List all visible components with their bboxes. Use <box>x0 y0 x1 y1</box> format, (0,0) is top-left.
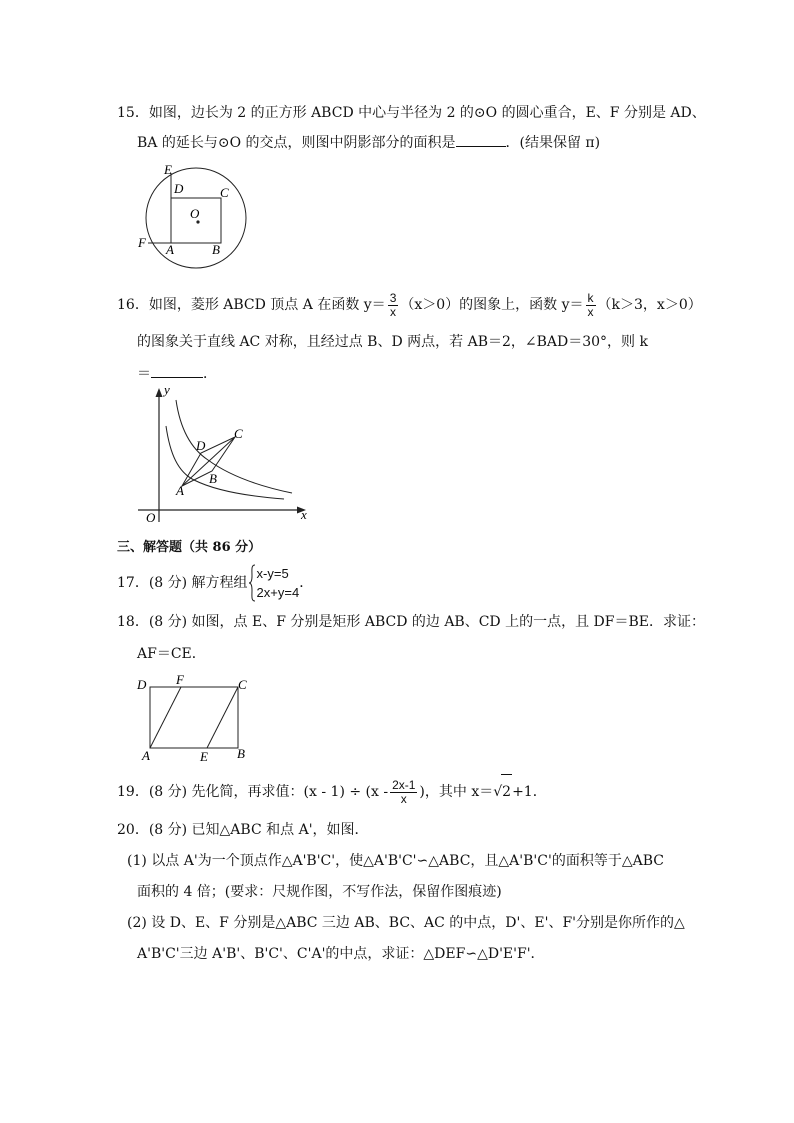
q16-line3 <box>137 364 217 384</box>
q16-label-y: y <box>164 382 170 397</box>
q17-equation-system <box>248 564 300 602</box>
q16-label-x: x <box>301 507 307 522</box>
q18-label-C: C <box>238 677 247 692</box>
q15-label-B: B <box>212 242 220 257</box>
q17-prefix: 17．(8 分) 解方程组 <box>117 575 248 591</box>
q15-label-E: E <box>164 162 172 177</box>
q19-frac-num: 2x-1 <box>392 777 416 792</box>
q15-line2 <box>137 133 600 153</box>
q17-eq2: 2x+y=4 <box>256 585 300 600</box>
q19-frac-den: x <box>400 791 407 806</box>
q18-label-E: E <box>200 749 208 764</box>
q18-line-EC <box>207 687 238 748</box>
q15-label-F: F <box>138 235 146 250</box>
q19-sqrt-arg: 2 <box>501 774 512 809</box>
q20-line1: 20．(8 分) 已知△ABC 和点 A'，如图． <box>117 822 369 838</box>
section3-title: 三、解答题（共 86 分） <box>117 540 262 555</box>
q20-line2: (1) 以点 A'为一个顶点作△A'B'C'，使△A'B'C'∽△ABC，且△A'B'C'的面积等于△ABC <box>127 853 664 869</box>
q19-fraction <box>390 779 417 806</box>
q19-prefix: 19．(8 分) 先化简，再求值：(x - 1) ÷ (x - <box>117 784 389 800</box>
q16-text-c: （k＞3，x＞0） <box>597 297 702 313</box>
q16-fraction-1 <box>388 292 399 319</box>
q15-label-C: C <box>220 185 229 200</box>
q16-label-C: C <box>234 426 243 441</box>
q15-answer-blank[interactable] <box>456 134 506 147</box>
q19-sqrt-sign: √ <box>493 784 503 800</box>
q19-suffix: +1． <box>512 784 547 800</box>
q16-y-arrow <box>156 388 163 397</box>
q17-eq1: x-y=5 <box>256 566 289 581</box>
q18-label-F: F <box>176 672 184 687</box>
q18-label-B: B <box>237 746 245 761</box>
q15-figure <box>134 160 254 275</box>
q16-fraction-2 <box>586 292 596 319</box>
q16-text-a: 16．如图，菱形 ABCD 顶点 A 在函数 y＝ <box>117 297 386 313</box>
q19-line <box>117 774 547 809</box>
q16-label-O: O <box>146 510 156 525</box>
q15-text-b: ．(结果保留 π) <box>505 135 601 151</box>
q16-label-B: B <box>209 471 217 486</box>
q16-text-eq: ＝ <box>137 366 151 382</box>
q16-line1 <box>117 290 702 320</box>
q16-text-end: ． <box>203 366 217 382</box>
q20-line3: 面积的 4 倍；(要求：尺规作图，不写作法，保留作图痕迹) <box>137 884 502 900</box>
q16-text-b: （x＞0）的图象上，函数 y＝ <box>400 297 584 313</box>
q18-rectangle <box>150 687 238 748</box>
q20-line4: (2) 设 D、E、F 分别是△ABC 三边 AB、BC、AC 的中点，D'、E'、F'分别是你所作的△ <box>127 915 685 931</box>
q15-line1: 15．如图，边长为 2 的正方形 ABCD 中心与半径为 2 的⊙O 的圆心重合，E、F 分别是 AD、 <box>117 105 706 121</box>
q16-frac1-den: x <box>390 304 397 319</box>
q16-curve-outer <box>176 400 292 493</box>
q15-label-A: A <box>166 242 174 257</box>
q16-figure <box>134 382 314 527</box>
q16-line2: 的图象关于直线 AC 对称，且经过点 B、D 两点，若 AB＝2，∠BAD＝30°，则 k <box>137 334 648 350</box>
q20-line5: A'B'C'三边 A'B'、B'C'、C'A'的中点，求证：△DEF∽△D'E'F'． <box>137 946 545 962</box>
q16-frac1-num: 3 <box>389 290 397 305</box>
q18-figure <box>134 672 254 764</box>
q15-label-O: O <box>190 206 200 221</box>
q16-frac2-num: k <box>587 290 594 305</box>
q18-label-D: D <box>137 677 147 692</box>
q18-line-AF <box>150 687 181 748</box>
q16-label-D: D <box>196 438 206 453</box>
q18-line1: 18．(8 分) 如图，点 E、F 分别是矩形 ABCD 的边 AB、CD 上的一点，且 DF＝BE．求证： <box>117 614 706 630</box>
q15-label-D: D <box>174 181 184 196</box>
q16-label-A: A <box>176 483 184 498</box>
q18-label-A: A <box>142 748 150 763</box>
q19-mid: )，其中 x＝ <box>419 784 494 800</box>
q16-answer-blank[interactable] <box>151 365 203 378</box>
q18-line2: AF＝CE． <box>137 646 206 662</box>
q16-frac2-den: x <box>587 304 594 319</box>
q17-suffix: ． <box>299 575 314 591</box>
q15-text-a: BA 的延长与⊙O 的交点，则图中阴影部分的面积是 <box>137 135 456 151</box>
q17-brace <box>248 564 256 602</box>
q17-line <box>117 563 313 603</box>
